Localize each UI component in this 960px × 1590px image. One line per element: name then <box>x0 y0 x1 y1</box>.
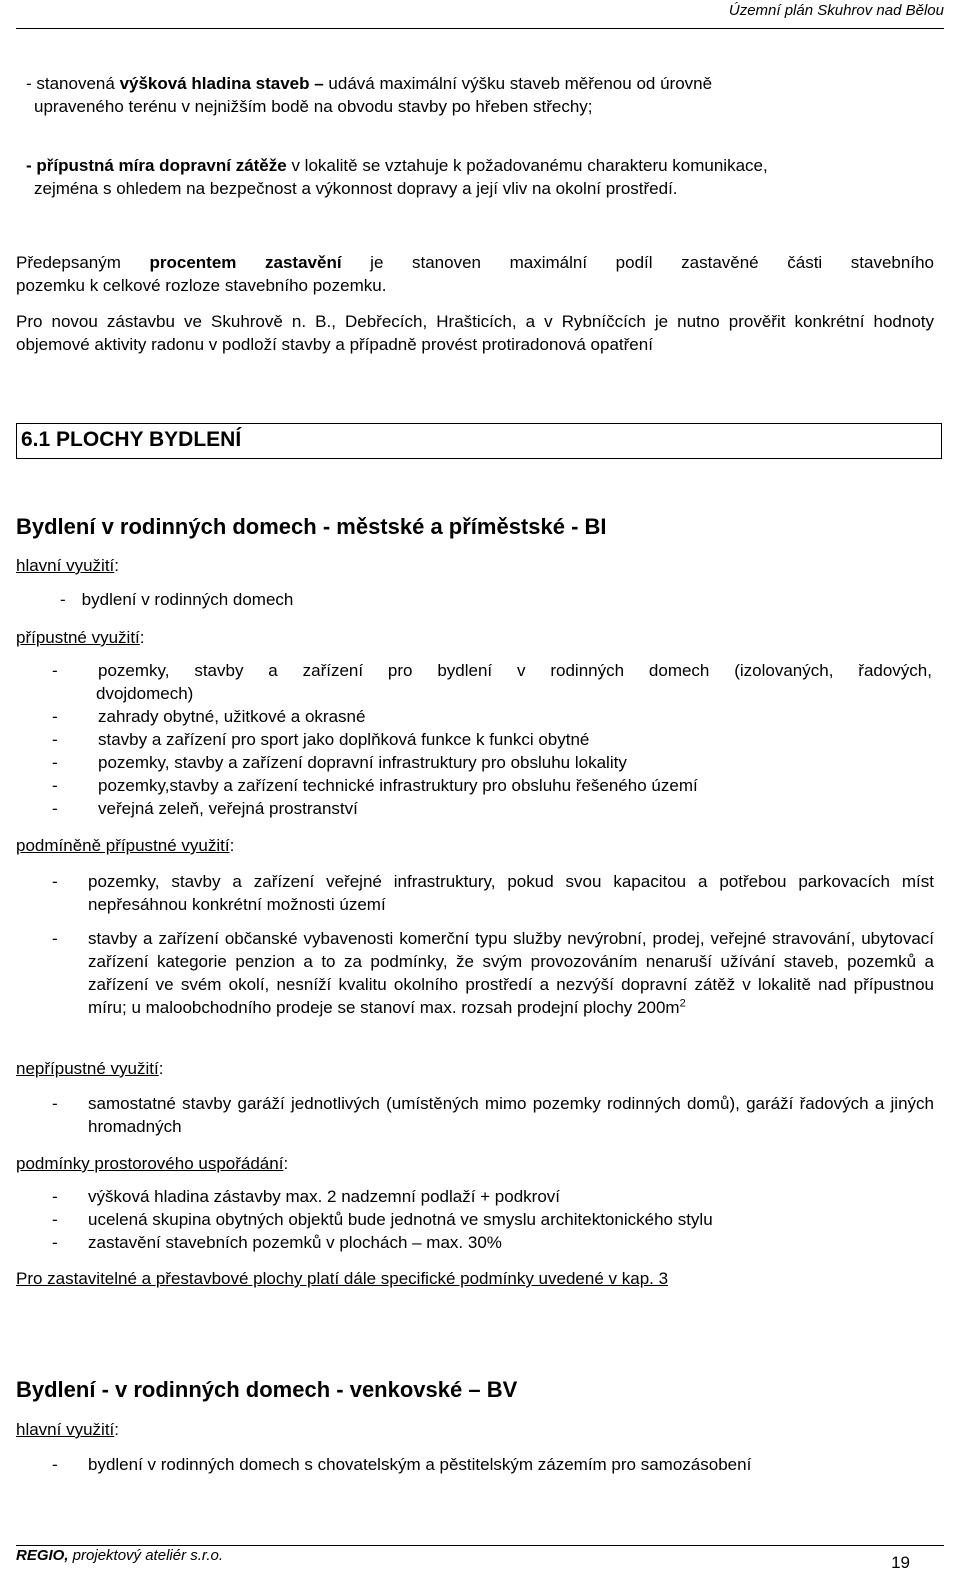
bi-allowed-label: přípustné využití: <box>16 628 145 647</box>
list-item-text: pozemky,stavby a zařízení technické infrastruktury pro obsluhu řešeného území <box>98 776 698 795</box>
bi-spatial-label: podmínky prostorového uspořádání: <box>16 1154 289 1173</box>
bi-forbidden-label: nepřípustné využití: <box>16 1059 164 1078</box>
dash-prefix: - stanovená <box>26 74 120 93</box>
list-item-text: bydlení v rodinných domech s chovatelským a pěstitelským zázemím pro samozásobení <box>88 1455 752 1474</box>
definition-built-percentage <box>16 251 934 274</box>
bi-allowed-item-line2: dvojdomech) <box>96 684 194 703</box>
bi-heading: Bydlení v rodinných domech - městské a příměstské - BI <box>16 514 607 539</box>
label-text: nepřípustné využití <box>16 1059 159 1078</box>
list-item-text: ucelená skupina obytných objektů bude jednotná ve smyslu architektonického stylu <box>88 1210 713 1229</box>
label-text: hlavní využití <box>16 556 115 575</box>
label-text: podmíněně přípustné využití <box>16 836 230 855</box>
bi-conditional-label: podmíněně přípustné využití: <box>16 836 235 855</box>
term-traffic-load: - přípustná míra dopravní zátěže <box>26 156 287 175</box>
footer-company <box>16 1547 223 1564</box>
list-item-text: pozemky, stavby a zařízení pro bydlení v rodinných domech (izolovaných, řadových, <box>98 661 932 680</box>
bv-main-label: hlavní využití: <box>16 1420 119 1439</box>
bv-heading: Bydlení - v rodinných domech - venkovské – BV <box>16 1377 518 1402</box>
document-header-title: Územní plán Skuhrov nad Bělou <box>728 2 944 19</box>
header-divider <box>16 28 944 29</box>
list-item-text: bydlení v rodinných domech <box>81 590 294 609</box>
company-descriptor: projektový ateliér s.r.o. <box>68 1547 224 1564</box>
list-item-text: pozemky, stavby a zařízení veřejné infrastruktury, pokud svou kapacitou a potřebou parkovacích míst nepřesáhnou konkrétní možnosti území <box>88 872 934 914</box>
label-text: podmínky prostorového uspořádání <box>16 1154 284 1173</box>
section-title-box <box>16 423 942 459</box>
definition-height-level <box>26 72 926 95</box>
definition-traffic-load <box>26 154 936 177</box>
footer-divider <box>16 1545 944 1546</box>
definition-text: udává maximální výšku staveb měřenou od úrovně <box>328 74 713 93</box>
definition-built-percentage-line2: pozemku k celkové rozloze stavebního pozemku. <box>16 276 387 295</box>
page-number: 19 <box>891 1553 910 1572</box>
term-built-percentage: procentem zastavění <box>149 253 342 272</box>
radon-paragraph: Pro novou zástavbu ve Skuhrově n. B., Debřecích, Hrašticích, a v Rybníčcích je nutno prověřit konkrétní hodnoty objemové aktivity radonu v podloží stavby a případně provést protiradonová opatření <box>16 312 934 354</box>
bi-main-label: hlavní využití: <box>16 556 119 575</box>
definition-height-level-line2: upraveného terénu v nejnižším bodě na obvodu stavby po hřeben střechy; <box>34 97 593 116</box>
term-height-level: výšková hladina staveb – <box>119 74 329 93</box>
list-item-text: samostatné stavby garáží jednotlivých (umístěných mimo pozemky rodinných domů), garáží řadových a jiných hromadných <box>88 1094 934 1136</box>
bi-note: Pro zastavitelné a přestavbové plochy platí dále specifické podmínky uvedené v kap. 3 <box>16 1269 669 1288</box>
list-item-text: stavby a zařízení pro sport jako doplňková funkce k funkci obytné <box>98 730 590 749</box>
list-item-text <box>88 927 934 1019</box>
list-item-text: pozemky, stavby a zařízení dopravní infrastruktury pro obsluhu lokality <box>98 753 627 772</box>
definition-text: je stanoven maximální podíl zastavěné části stavebního <box>341 253 934 272</box>
definition-traffic-load-line2: zejména s ohledem na bezpečnost a výkonnost dopravy a její vliv na okolní prostředí. <box>34 179 678 198</box>
label-text: přípustné využití <box>16 628 140 647</box>
list-item-text: zastavění stavebních pozemků v plochách – max. 30% <box>88 1233 502 1252</box>
list-item-text: zahrady obytné, užitkové a okrasné <box>98 707 366 726</box>
bi-main-item: - bydlení v rodinných domech <box>60 590 294 609</box>
conditional-text: stavby a zařízení občanské vybavenosti komerční typu služby nevýrobní, prodej, veřejné stravování, ubytovací zařízení kategorie penzion a to za podmínky, že svým provozováním nenaruší užívání staveb, pozemků a zařízení ve svém okolí, nesníží kvalitu okolního prostředí a nezvýší dopravní zátěž v lokalitě nad přípustnou míru; u maloobchodního prodeje se stanoví max. rozsah prodejní plochy 200m <box>88 929 934 1017</box>
definition-text: v lokalitě se vztahuje k požadovanému charakteru komunikace, <box>286 156 768 175</box>
lead-text: Předepsaným <box>16 253 150 272</box>
company-name: REGIO, <box>16 1547 69 1564</box>
section-title: 6.1 PLOCHY BYDLENÍ <box>21 428 242 451</box>
superscript: 2 <box>679 997 686 1010</box>
list-item-text: výšková hladina zástavby max. 2 nadzemní podlaží + podkroví <box>88 1187 561 1206</box>
list-item-text: veřejná zeleň, veřejná prostranství <box>98 799 358 818</box>
label-text: hlavní využití <box>16 1420 115 1439</box>
